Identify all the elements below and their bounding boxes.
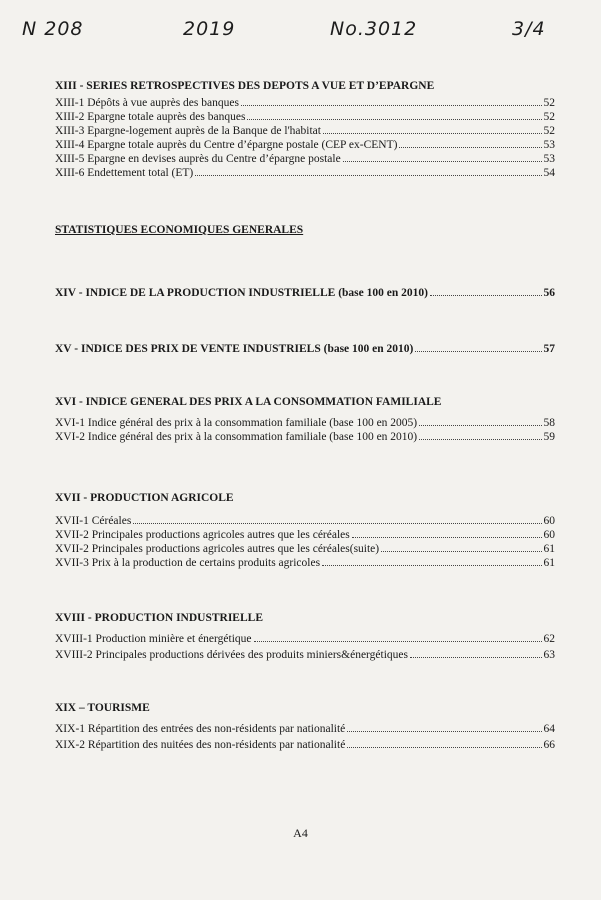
toc-entry	[55, 166, 555, 180]
toc-entry	[55, 152, 555, 166]
toc-entry	[55, 542, 555, 556]
toc-entry	[55, 430, 555, 444]
toc-entry	[55, 738, 555, 752]
toc-entry-xiv	[55, 286, 555, 300]
toc-entry	[55, 124, 555, 138]
toc-label: XVIII-2 Principales productions dérivées des produits miniers&énergétiques	[55, 649, 409, 661]
toc-entry	[55, 514, 555, 528]
handwritten-reference: No.3012	[330, 18, 418, 40]
toc-label: XIII-4 Epargne totale auprès du Centre d’épargne postale (CEP ex-CENT)	[55, 139, 398, 151]
section-xviii-title: XVIII - PRODUCTION INDUSTRIELLE	[55, 612, 263, 624]
toc-page: 56	[543, 287, 555, 299]
section-xix-title: XIX – TOURISME	[55, 702, 150, 714]
toc-page: 66	[543, 739, 555, 751]
toc-page: 59	[543, 431, 555, 443]
toc-label: XIII-5 Epargne en devises auprès du Centre d’épargne postale	[55, 153, 341, 165]
toc-label: XIX-1 Répartition des entrées des non-résidents par nationalité	[55, 723, 346, 735]
toc-page: 64	[543, 723, 555, 735]
stats-header: STATISTIQUES ECONOMIQUES GENERALES	[55, 224, 304, 236]
toc-page: 52	[543, 97, 555, 109]
section-xvii-title: XVII - PRODUCTION AGRICOLE	[55, 492, 234, 504]
toc-entry	[55, 632, 555, 646]
toc-page: 52	[543, 125, 555, 137]
toc-page: 60	[543, 515, 555, 527]
toc-page: 62	[543, 633, 555, 645]
toc-label: XV - INDICE DES PRIX DE VENTE INDUSTRIELS (base 100 en 2010)	[55, 343, 414, 355]
toc-page: 53	[543, 139, 555, 151]
toc-page: 61	[543, 557, 555, 569]
toc-page: 60	[543, 529, 555, 541]
toc-entry-xv	[55, 342, 555, 356]
toc-label: XVI-1 Indice général des prix à la consommation familiale (base 100 en 2005)	[55, 417, 418, 429]
toc-entry	[55, 96, 555, 110]
handwritten-number: N 208	[22, 18, 84, 40]
toc-entry	[55, 416, 555, 430]
toc-label: XVII-2 Principales productions agricoles autres que les céréales	[55, 529, 350, 541]
toc-page: 63	[543, 649, 555, 661]
toc-label: XIII-2 Epargne totale auprès des banques	[55, 111, 246, 123]
toc-entry	[55, 110, 555, 124]
toc-label: XVII-3 Prix à la production de certains produits agricoles	[55, 557, 321, 569]
toc-entry	[55, 528, 555, 542]
toc-page: 58	[543, 417, 555, 429]
toc-label: XIII-6 Endettement total (ET)	[55, 167, 194, 179]
toc-label: XVI-2 Indice général des prix à la consommation familiale (base 100 en 2010)	[55, 431, 418, 443]
toc-entry	[55, 556, 555, 570]
toc-label: XIII-3 Epargne-logement auprès de la Banque de l'habitat	[55, 125, 321, 137]
toc-page: 53	[543, 153, 555, 165]
toc-entry	[55, 722, 555, 736]
toc-entry	[55, 648, 555, 662]
handwritten-year: 2019	[183, 18, 236, 40]
toc-page: 52	[543, 111, 555, 123]
toc-label: XVII-1 Céréales	[55, 515, 132, 527]
toc-page: 54	[543, 167, 555, 179]
toc-label: XIX-2 Répartition des nuitées des non-résidents par nationalité	[55, 739, 346, 751]
toc-label: XIII-1 Dépôts à vue auprès des banques	[55, 97, 239, 109]
section-xiii-title: XIII - SERIES RETROSPECTIVES DES DEPOTS A VUE ET D’EPARGNE	[55, 80, 435, 92]
toc-label: XVII-2 Principales productions agricoles autres que les céréales(suite)	[55, 543, 380, 555]
toc-label: XVIII-1 Production minière et énergétique	[55, 633, 252, 645]
toc-label: XIV - INDICE DE LA PRODUCTION INDUSTRIELLE (base 100 en 2010)	[55, 287, 428, 299]
toc-page: 61	[543, 543, 555, 555]
toc-entry	[55, 138, 555, 152]
toc-page: 57	[543, 343, 555, 355]
section-xvi-title: XVI - INDICE GENERAL DES PRIX A LA CONSOMMATION FAMILIALE	[55, 396, 442, 408]
handwritten-page: 3/4	[512, 18, 546, 40]
page-footer: A4	[293, 826, 308, 840]
